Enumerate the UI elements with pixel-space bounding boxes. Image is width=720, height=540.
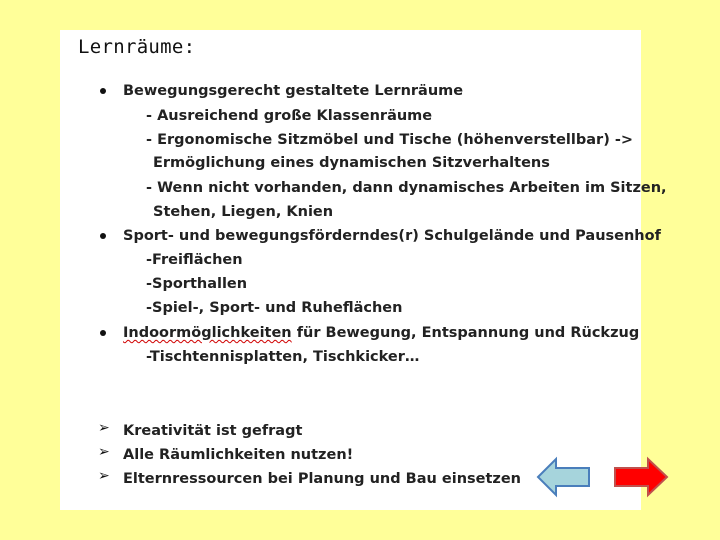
bullet-dot <box>100 88 106 94</box>
bullet-subline: - Ergonomische Sitzmöbel und Tische (höhenverstellbar) -> <box>146 132 634 148</box>
spellcheck-word: Indoormöglichkeiten <box>123 325 292 341</box>
bullet-subline: -Spiel-, Sport- und Ruheflächen <box>146 300 403 316</box>
bullet-dot <box>100 330 106 336</box>
bullet-subline: -Freiflächen <box>146 252 243 268</box>
bullet-heading: Bewegungsgerecht gestaltete Lernräume <box>123 83 464 99</box>
arrow-bullet-icon: ➢ <box>98 468 110 484</box>
back-arrow-icon <box>538 459 589 495</box>
bullet-subline: -Tischtennisplatten, Tischkicker… <box>146 349 420 365</box>
bullet-subline: Stehen, Liegen, Knien <box>153 204 334 220</box>
bullet-heading <box>123 324 639 342</box>
forward-arrow-button[interactable] <box>612 456 670 498</box>
slide-title: Lernräume: <box>78 36 196 58</box>
forward-arrow-icon <box>615 459 667 495</box>
back-arrow-button[interactable] <box>536 456 592 498</box>
bullet-heading-rest: für Bewegung, Entspannung und Rückzug <box>291 325 640 341</box>
arrow-point: Elternressourcen bei Planung und Bau einsetzen <box>123 471 522 487</box>
bullet-dot <box>100 233 106 239</box>
bullet-heading: Sport- und bewegungsförderndes(r) Schulgelände und Pausenhof <box>123 228 661 244</box>
arrow-bullet-icon: ➢ <box>98 420 110 436</box>
bullet-subline: - Ausreichend große Klassenräume <box>146 108 433 124</box>
slide-content <box>60 30 667 510</box>
arrow-point: Alle Räumlichkeiten nutzen! <box>123 447 354 463</box>
bullet-subline: - Wenn nicht vorhanden, dann dynamisches Arbeiten im Sitzen, <box>146 180 667 196</box>
bullet-subline: -Sporthallen <box>146 276 248 292</box>
bullet-subline: Ermöglichung eines dynamischen Sitzverhaltens <box>153 155 550 171</box>
arrow-bullet-icon: ➢ <box>98 444 110 460</box>
arrow-point: Kreativität ist gefragt <box>123 423 303 439</box>
